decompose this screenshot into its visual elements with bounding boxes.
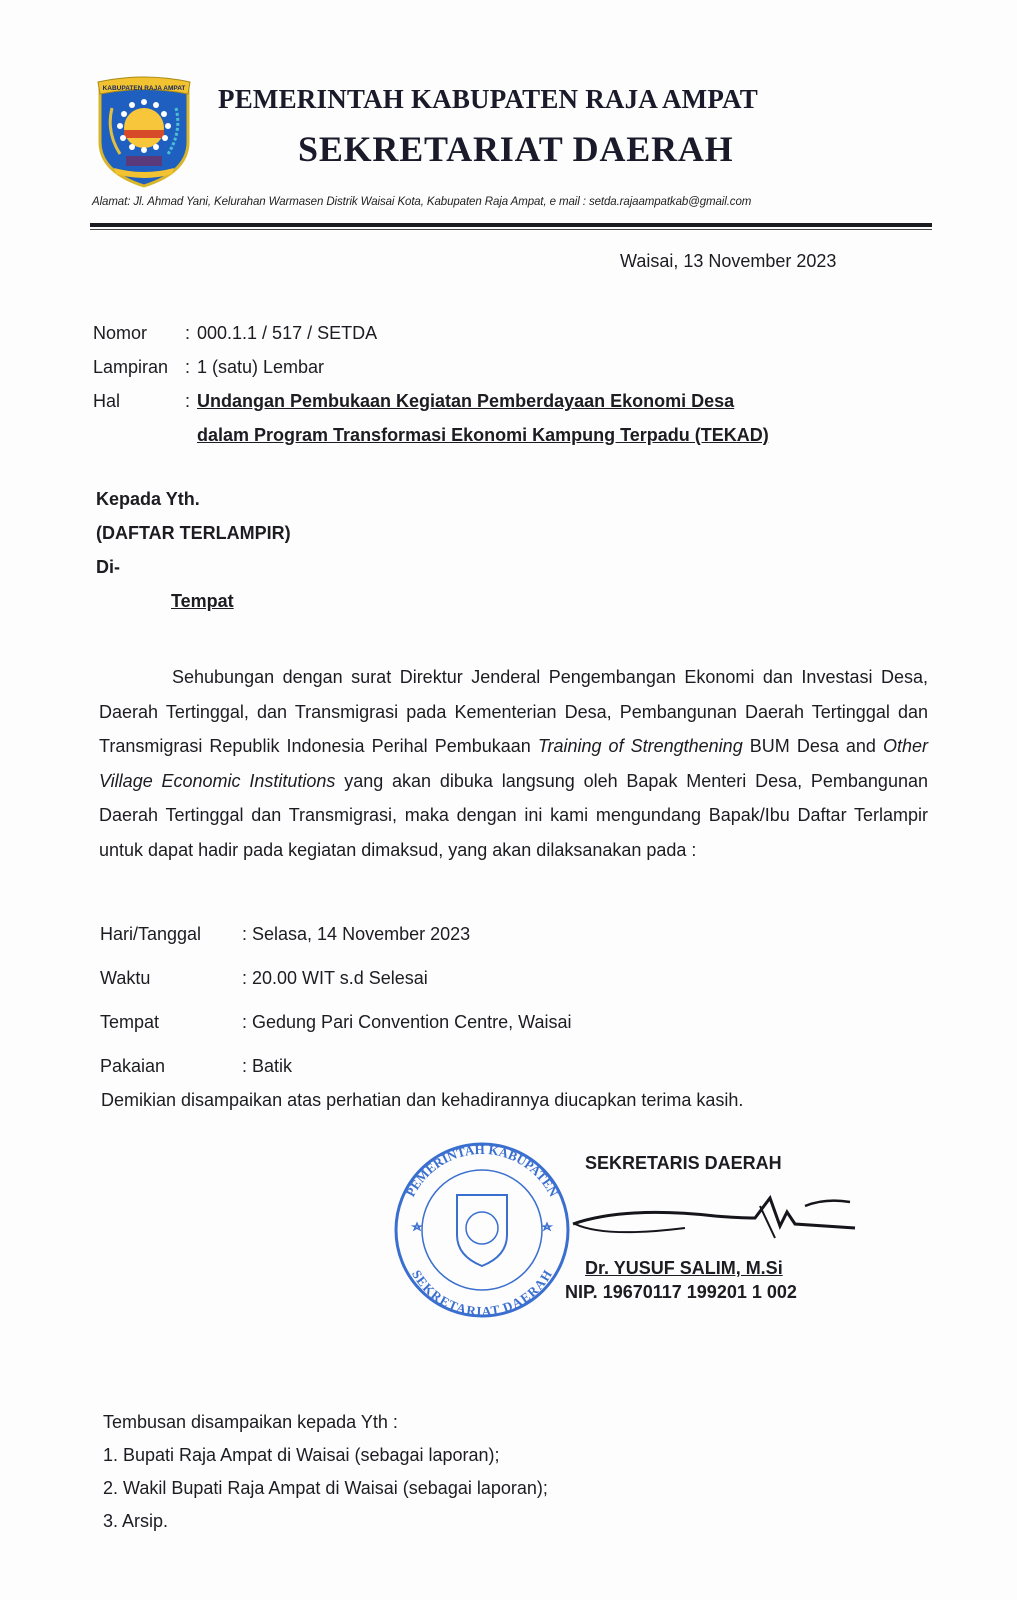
nomor-label: Nomor (93, 323, 148, 343)
colon: : (185, 391, 191, 411)
signature-icon (565, 1176, 865, 1256)
cc-item: 3. Arsip. (103, 1511, 169, 1531)
nomor-value: 000.1.1 / 517 / SETDA (197, 323, 378, 343)
detail-row-date (100, 912, 572, 956)
detail-value: : 20.00 WIT s.d Selesai (242, 968, 428, 988)
emblem-banner-text: KABUPATEN RAJA AMPAT (102, 85, 186, 92)
body-text-1: Sehubungan dengan surat Direktur Jenderal Pengembangan Ekonomi dan Investasi Desa, Daerah Tertinggal, dan Transmigrasi pada Kementerian Desa, Pembangunan Daerah Tertinggal dan Transmigrasi Republik Indonesia Perihal Pembukaan (99, 667, 928, 756)
colon: : (185, 357, 191, 377)
star-icon (543, 1223, 551, 1230)
detail-label: Tempat (100, 1012, 160, 1032)
colon: : (185, 323, 191, 343)
carbon-copy-list (103, 1406, 548, 1538)
detail-row-dress (100, 1044, 572, 1088)
body-paragraph (99, 660, 928, 867)
signature-block (565, 1150, 915, 1304)
detail-value: : Selasa, 14 November 2023 (242, 924, 471, 944)
office-address: Alamat: Jl. Ahmad Yani, Kelurahan Warmasen Distrik Waisai Kota, Kabupaten Raja Ampat, e mail : setda.rajaampatkab@gmail.com (92, 196, 752, 208)
addressee-di: Di- (96, 557, 120, 577)
lampiran-value: 1 (satu) Lembar (197, 357, 325, 377)
addressee-place-text: Tempat (171, 591, 234, 611)
signatory-name: Dr. YUSUF SALIM, M.Si (585, 1258, 783, 1278)
body-text-2: BUM Desa and (742, 736, 883, 756)
detail-label: Waktu (100, 968, 151, 988)
addressee-block (96, 482, 291, 618)
detail-label: Pakaian (100, 1056, 166, 1076)
detail-row-venue (100, 1000, 572, 1044)
detail-label: Hari/Tanggal (100, 924, 202, 944)
stamp-text-bottom: SEKRETARIAT DAERAH (409, 1267, 555, 1319)
signatory-nip: NIP. 19670117 199201 1 002 (565, 1282, 797, 1302)
detail-row-time (100, 956, 572, 1000)
subject-line-2: dalam Program Transformasi Ekonomi Kampung Terpadu (TEKAD) (197, 425, 769, 445)
cc-item: 1. Bupati Raja Ampat di Waisai (sebagai laporan); (103, 1445, 500, 1465)
stamp-text-top: PEMERINTAH KABUPATEN (402, 1141, 562, 1200)
handwritten-signature (565, 1176, 865, 1256)
detail-value: : Batik (242, 1056, 293, 1076)
emblem-icon (92, 72, 196, 188)
body-text-3: yang akan dibuka langsung oleh Bapak Menteri Desa, Pembangunan Daerah Tertinggal dan Transmigrasi, maka dengan ini kami mengundang Bapak/Ibu Daftar Terlampir untuk dapat hadir pada kegiatan dimaksud, yang akan dilaksanakan pada : (99, 770, 928, 860)
cc-heading: Tembusan disampaikan kepada Yth : (103, 1412, 398, 1432)
meta-hal (93, 384, 769, 418)
regency-emblem-logo (92, 72, 196, 188)
letterhead-divider (90, 223, 932, 227)
event-details (100, 912, 572, 1088)
signatory-title: SEKRETARIS DAERAH (585, 1153, 782, 1173)
meta-lampiran (93, 350, 769, 384)
letter-meta (93, 316, 769, 452)
closing-statement: Demikian disampaikan atas perhatian dan kehadirannya diucapkan terima kasih. (101, 1090, 744, 1110)
government-name: PEMERINTAH KABUPATEN RAJA AMPAT (218, 84, 758, 114)
star-icon (413, 1223, 421, 1230)
subject-line-1: Undangan Pembukaan Kegiatan Pemberdayaan Ekonomi Desa (197, 391, 735, 411)
body-italic-1: Training of Strengthening (537, 736, 743, 756)
cc-item: 2. Wakil Bupati Raja Ampat di Waisai (sebagai laporan); (103, 1478, 548, 1498)
letter-date: Waisai, 13 November 2023 (620, 251, 837, 271)
addressee-place (96, 584, 291, 618)
letterhead-divider-thin (90, 229, 932, 230)
office-name: SEKRETARIAT DAERAH (298, 129, 734, 169)
hal-label: Hal (93, 391, 121, 411)
body-italic-2: Other Village Economic Institutions (99, 736, 929, 791)
meta-nomor (93, 316, 769, 350)
official-stamp (392, 1140, 572, 1320)
addressee-recipient: (DAFTAR TERLAMPIR) (96, 523, 291, 543)
detail-value: : Gedung Pari Convention Centre, Waisai (242, 1012, 572, 1032)
lampiran-label: Lampiran (93, 357, 169, 377)
stamp-icon (392, 1140, 572, 1320)
addressee-salutation: Kepada Yth. (96, 489, 200, 509)
